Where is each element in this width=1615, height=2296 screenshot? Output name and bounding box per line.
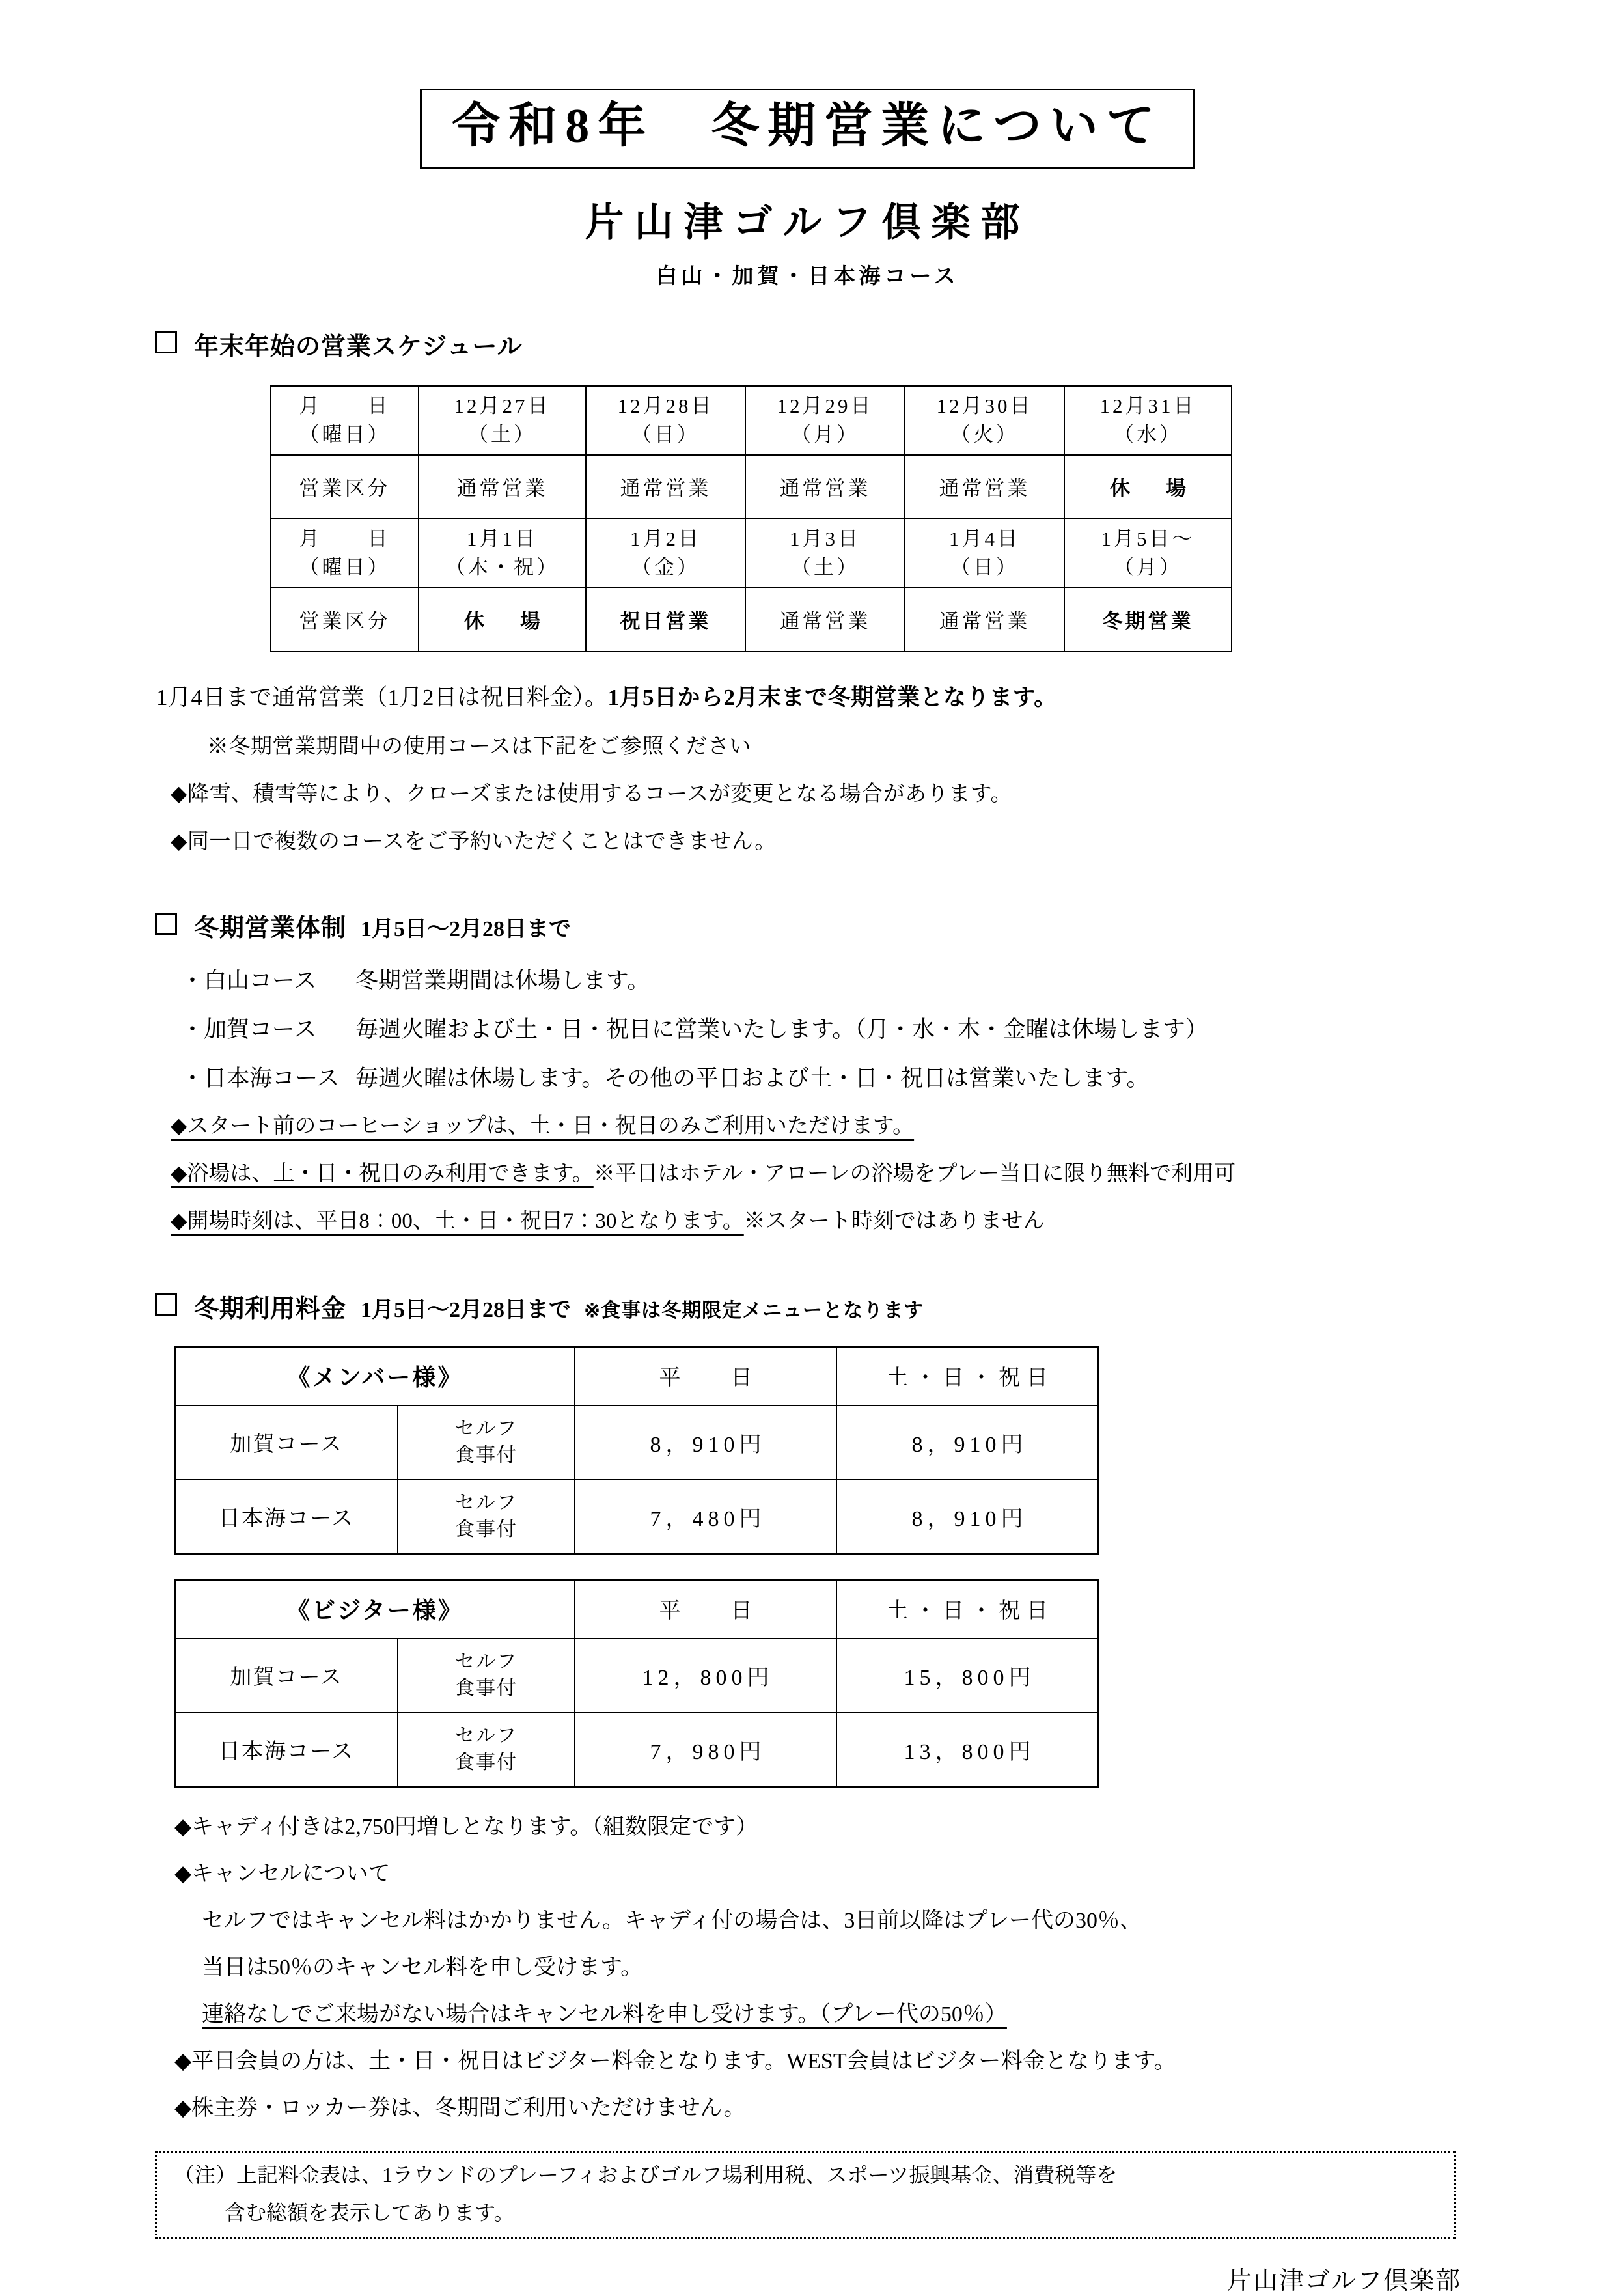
- winter-note-bath-plain: ※平日はホテル・アローレの浴場をプレー当日に限り無料で利用可: [593, 1161, 1236, 1185]
- date-line1: 1月5日〜: [1101, 527, 1195, 550]
- header-weekday-label: 平 日: [659, 1599, 767, 1624]
- course-desc: 毎週火曜および土・日・祝日に営業いたします。（月・水・木・金曜は休場します）: [355, 1016, 1208, 1042]
- note-cancel-line3: [202, 2004, 1615, 2026]
- visitor-row-course: 日本海コース: [175, 1713, 398, 1787]
- table-row: [175, 1480, 1098, 1554]
- section-heading-fees-label: 冬期利用料金: [194, 1295, 347, 1323]
- schedule-kind-cell: 通常営業: [745, 455, 905, 519]
- date-line1: 1月4日: [949, 527, 1020, 550]
- schedule-kind-cell: 通常営業: [419, 455, 586, 519]
- schedule-row4-header: 営業区分: [271, 588, 419, 652]
- style-line2: 食事付: [455, 1444, 518, 1466]
- schedule-date-cell: [586, 386, 745, 455]
- member-row-weekday-price: 7，480円: [575, 1480, 836, 1554]
- header-weekend-label: 土・日・祝日: [887, 1366, 1055, 1390]
- note-weekday-member: ◆平日会員の方は、土・日・祝日はビジター料金となります。WEST会員はビジター料金となります。: [174, 2049, 1176, 2073]
- date-line2: （日）: [631, 422, 700, 446]
- course-line-hakusan: [181, 969, 1615, 992]
- date-line1: 12月27日: [454, 394, 551, 417]
- table-row: [271, 386, 1232, 455]
- schedule-bullet-2: ◆同一日で複数のコースをご予約いただくことはできません。: [171, 829, 777, 853]
- course-desc: 冬期営業期間は休場します。: [355, 967, 650, 993]
- member-header-weekday: [575, 1347, 836, 1405]
- schedule-kind-cell-holiday: 祝日営業: [586, 588, 745, 652]
- winter-note-coffeeshop: [171, 1116, 1615, 1137]
- club-name: 片山津ゴルフ倶楽部: [585, 201, 1030, 244]
- schedule-row1-header: [271, 386, 419, 455]
- visitor-table-title: 《ビジター様》: [175, 1580, 575, 1639]
- schedule-table: [270, 385, 1232, 652]
- winter-note-coffeeshop-underlined: ◆スタート前のコーヒーショップは、土・日・祝日のみご利用いただけます。: [171, 1114, 915, 1138]
- header-line1: 月 日: [299, 394, 391, 417]
- style-line2: 食事付: [455, 1751, 518, 1773]
- footnote-line2: 含む総額を表示してあります。: [225, 2200, 515, 2224]
- visitor-row-style: [398, 1713, 575, 1787]
- winter-note-bath: [171, 1163, 1615, 1185]
- member-header-weekend: [836, 1347, 1098, 1405]
- table-row: [175, 1639, 1098, 1713]
- visitor-row-weekend-price: 15，800円: [836, 1639, 1098, 1713]
- schedule-kind-cell: 通常営業: [586, 455, 745, 519]
- course-name: ・白山コース: [181, 967, 317, 993]
- footnote-box: [155, 2151, 1456, 2239]
- member-row-course: 日本海コース: [175, 1480, 398, 1554]
- schedule-kind-cell-closed: 休 場: [1064, 455, 1232, 519]
- note-cancel-heading: ◆キャンセルについて: [174, 1861, 391, 1886]
- fee-notes-block: [0, 1816, 1615, 2120]
- course-line-nihonkai: [181, 1067, 1615, 1090]
- winter-note-bath-underlined: ◆浴場は、土・日・祝日のみ利用できます。: [171, 1161, 594, 1185]
- page-title: 令和8年 冬期営業について: [420, 89, 1195, 169]
- schedule-row3-header: [271, 519, 419, 588]
- table-row: [175, 1347, 1098, 1405]
- date-line2: （月）: [1114, 555, 1182, 579]
- date-line1: 1月2日: [630, 527, 701, 550]
- table-row: [175, 1405, 1098, 1480]
- visitor-row-style: [398, 1639, 575, 1713]
- date-line2: （月）: [791, 422, 859, 446]
- member-row-weekend-price: 8，910円: [836, 1405, 1098, 1480]
- checkbox-icon: [155, 1293, 177, 1316]
- schedule-note-main-a: 1月4日まで通常営業（1月2日は祝日料金）。: [156, 684, 608, 710]
- note-cancel-line3-underlined: 連絡なしでご来場がない場合はキャンセル料を申し受けます。（プレー代の50％）: [202, 2002, 1007, 2026]
- section-heading-fees: [155, 1288, 1615, 1324]
- style-line1: セルフ: [455, 1651, 518, 1673]
- winter-note-opentime-underlined: ◆開場時刻は、平日8：00、土・日・祝日7：30となります。: [171, 1209, 744, 1233]
- style-line1: セルフ: [455, 1418, 518, 1440]
- schedule-kind-cell: 通常営業: [905, 455, 1064, 519]
- course-name: ・日本海コース: [181, 1065, 340, 1091]
- schedule-kind-cell: 通常営業: [745, 588, 905, 652]
- course-line-kaga: [181, 1018, 1615, 1041]
- checkbox-icon: [155, 913, 177, 935]
- table-row: [271, 455, 1232, 519]
- date-line1: 12月31日: [1099, 394, 1196, 417]
- member-row-weekday-price: 8，910円: [575, 1405, 836, 1480]
- schedule-kind-cell-winter: 冬期営業: [1064, 588, 1232, 652]
- winter-ops-period: 1月5日〜2月28日まで: [361, 917, 572, 941]
- style-line2: 食事付: [455, 1518, 518, 1540]
- date-line2: （日）: [950, 555, 1019, 579]
- document-signature: 片山津ゴルフ倶楽部: [1226, 2267, 1461, 2295]
- schedule-date-cell: [586, 519, 745, 588]
- schedule-date-cell: [745, 519, 905, 588]
- checkbox-icon: [155, 331, 177, 353]
- date-line1: 12月29日: [777, 394, 874, 417]
- title-area: [0, 89, 1615, 169]
- table-row: [271, 588, 1232, 652]
- visitor-fee-table: [174, 1579, 1099, 1788]
- date-line1: 12月30日: [936, 394, 1033, 417]
- schedule-kind-cell: 通常営業: [905, 588, 1064, 652]
- section-heading-schedule: [155, 326, 1615, 362]
- header-weekend-label: 土・日・祝日: [887, 1599, 1055, 1624]
- date-line2: （土）: [791, 555, 859, 579]
- schedule-note-main: [156, 686, 1615, 709]
- member-fee-table: [174, 1346, 1099, 1555]
- fees-menu-note: ※食事は冬期限定メニューとなります: [584, 1299, 924, 1321]
- member-row-style: [398, 1480, 575, 1554]
- schedule-date-cell: [905, 386, 1064, 455]
- member-row-weekend-price: 8，910円: [836, 1480, 1098, 1554]
- course-name: ・加賀コース: [181, 1016, 317, 1042]
- section-heading-winter-ops: [155, 907, 1615, 943]
- table-row: [175, 1713, 1098, 1787]
- schedule-date-cell: [1064, 519, 1232, 588]
- date-line2: （土）: [468, 422, 536, 446]
- schedule-date-cell: [905, 519, 1064, 588]
- winter-note-opentime: [171, 1211, 1615, 1232]
- section-heading-winter-ops-label: 冬期営業体制: [194, 914, 347, 942]
- winter-note-opentime-plain: ※スタート時刻ではありません: [743, 1209, 1045, 1233]
- date-line2: （木・祝）: [445, 555, 559, 579]
- schedule-row2-header: 営業区分: [271, 455, 419, 519]
- member-row-course: 加賀コース: [175, 1405, 398, 1480]
- section-heading-schedule-label: 年末年始の営業スケジュール: [194, 333, 523, 361]
- visitor-row-course: 加賀コース: [175, 1639, 398, 1713]
- table-row: [271, 519, 1232, 588]
- date-line1: 1月1日: [467, 527, 538, 550]
- footnote-line1: （注）上記料金表は、1ラウンドのプレーフィおよびゴルフ場利用税、スポーツ振興基金、消費税等を: [174, 2163, 1118, 2187]
- schedule-date-cell: [745, 386, 905, 455]
- style-line2: 食事付: [455, 1677, 518, 1699]
- visitor-row-weekday-price: 7，980円: [575, 1713, 836, 1787]
- note-cancel-line2: 当日は50％のキャンセル料を申し受けます。: [202, 1955, 643, 1980]
- visitor-header-weekend: [836, 1580, 1098, 1639]
- date-line1: 12月28日: [617, 394, 714, 417]
- course-desc: 毎週火曜は休場します。その他の平日および土・日・祝日は営業いたします。: [355, 1065, 1150, 1091]
- header-line2: （曜日）: [299, 555, 391, 579]
- note-cancel-line1: セルフではキャンセル料はかかりません。キャディ付の場合は、3日前以降はプレー代の30％、: [202, 1908, 1142, 1933]
- note-tickets: ◆株主券・ロッカー券は、冬期間ご利用いただけません。: [174, 2095, 746, 2120]
- visitor-row-weekday-price: 12，800円: [575, 1639, 836, 1713]
- date-line2: （水）: [1114, 422, 1182, 446]
- header-line1: 月 日: [299, 527, 391, 550]
- date-line1: 1月3日: [790, 527, 861, 550]
- header-line2: （曜日）: [299, 422, 391, 446]
- date-line2: （金）: [631, 555, 700, 579]
- schedule-bullet-1: ◆降雪、積雪等により、クローズまたは使用するコースが変更となる場合があります。: [171, 782, 1012, 806]
- visitor-header-weekday: [575, 1580, 836, 1639]
- note-caddie: ◆キャディ付きは2,750円増しとなります。（組数限定です）: [174, 1814, 758, 1839]
- schedule-note-sub: ※冬期営業期間中の使用コースは下記をご参照ください: [207, 734, 751, 758]
- style-line1: セルフ: [455, 1492, 518, 1514]
- table-row: [175, 1580, 1098, 1639]
- schedule-date-cell: [419, 519, 586, 588]
- visitor-row-weekend-price: 13，800円: [836, 1713, 1098, 1787]
- schedule-kind-cell-closed: 休 場: [419, 588, 586, 652]
- member-row-style: [398, 1405, 575, 1480]
- schedule-date-cell: [419, 386, 586, 455]
- date-line2: （火）: [950, 422, 1019, 446]
- courses-subtitle: 白山・加賀・日本海コース: [656, 264, 959, 288]
- header-weekday-label: 平 日: [659, 1366, 767, 1390]
- style-line1: セルフ: [455, 1725, 518, 1747]
- fees-period: 1月5日〜2月28日まで: [361, 1297, 572, 1322]
- member-table-title: 《メンバー様》: [175, 1347, 575, 1405]
- schedule-date-cell: [1064, 386, 1232, 455]
- schedule-note-main-b: 1月5日から2月末まで冬期営業となります。: [607, 684, 1057, 710]
